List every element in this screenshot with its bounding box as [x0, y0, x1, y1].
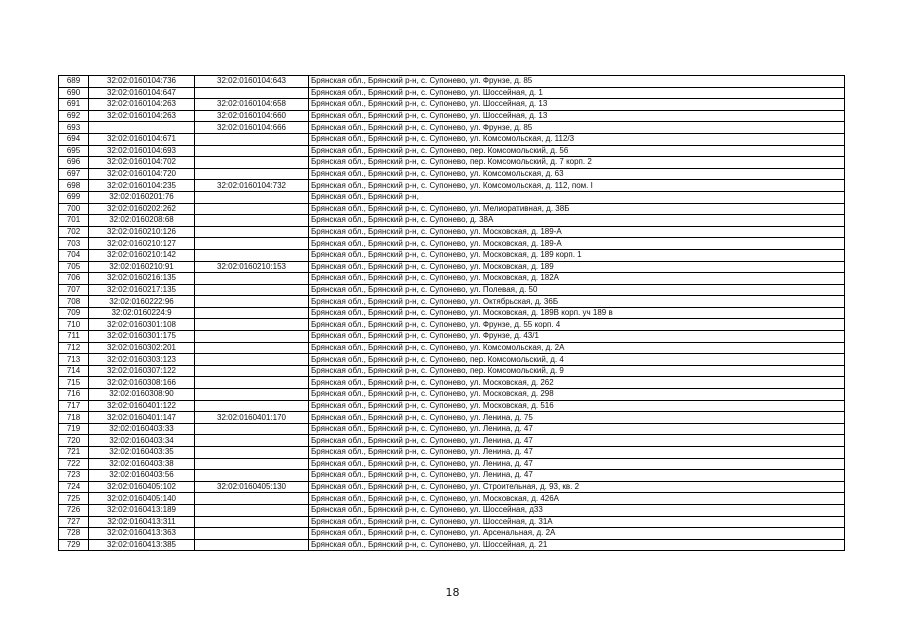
table-row	[59, 354, 845, 366]
cadastral-number-cell: 32:02:0160403:56	[89, 470, 195, 482]
linked-cadastral-number-cell	[195, 504, 309, 516]
table-row	[59, 470, 845, 482]
row-number-cell: 711	[59, 331, 89, 343]
table-row	[59, 215, 845, 227]
table-row	[59, 99, 845, 111]
address-cell: Брянская обл., Брянский р-н, с. Супонево, ул. Шоссейная, д33	[309, 504, 845, 516]
row-number-cell: 712	[59, 342, 89, 354]
row-number-cell: 699	[59, 191, 89, 203]
cadastral-number-cell: 32:02:0160303:123	[89, 354, 195, 366]
cadastral-number-cell: 32:02:0160403:34	[89, 435, 195, 447]
page-number: 18	[445, 586, 460, 599]
table-row	[59, 203, 845, 215]
row-number-cell: 719	[59, 423, 89, 435]
linked-cadastral-number-cell	[195, 249, 309, 261]
address-cell: Брянская обл., Брянский р-н, с. Супонево, ул. Московская, д. 262	[309, 377, 845, 389]
table-row	[59, 481, 845, 493]
cadastral-number-cell: 32:02:0160308:90	[89, 389, 195, 401]
linked-cadastral-number-cell	[195, 296, 309, 308]
address-cell: Брянская обл., Брянский р-н, с. Супонево, ул. Фрунзе, д. 85	[309, 76, 845, 88]
row-number-cell: 705	[59, 261, 89, 273]
table-row	[59, 539, 845, 551]
linked-cadastral-number-cell: 32:02:0160104:732	[195, 180, 309, 192]
table-row	[59, 110, 845, 122]
address-cell: Брянская обл., Брянский р-н, с. Супонево, ул. Шоссейная, д. 13	[309, 110, 845, 122]
address-cell: Брянская обл., Брянский р-н, с. Супонево, ул. Московская, д. 426А	[309, 493, 845, 505]
table-row	[59, 145, 845, 157]
table-row	[59, 261, 845, 273]
linked-cadastral-number-cell: 32:02:0160104:660	[195, 110, 309, 122]
linked-cadastral-number-cell	[195, 133, 309, 145]
linked-cadastral-number-cell	[195, 157, 309, 169]
address-cell: Брянская обл., Брянский р-н, с. Супонево, ул. Арсенальная, д. 2А	[309, 528, 845, 540]
linked-cadastral-number-cell	[195, 470, 309, 482]
row-number-cell: 700	[59, 203, 89, 215]
address-cell: Брянская обл., Брянский р-н, с. Супонево, ул. Фрунзе, д. 55 корп. 4	[309, 319, 845, 331]
address-cell: Брянская обл., Брянский р-н, с. Супонево, ул. Ленина, д. 47	[309, 435, 845, 447]
cadastral-number-cell: 32:02:0160413:363	[89, 528, 195, 540]
cadastral-number-cell: 32:02:0160216:135	[89, 273, 195, 285]
row-number-cell: 718	[59, 412, 89, 424]
address-cell: Брянская обл., Брянский р-н, с. Супонево, ул. Строительная, д. 93, кв. 2	[309, 481, 845, 493]
cadastral-number-cell: 32:02:0160308:166	[89, 377, 195, 389]
table-row	[59, 516, 845, 528]
cadastral-number-cell: 32:02:0160301:175	[89, 331, 195, 343]
table-row	[59, 180, 845, 192]
row-number-cell: 728	[59, 528, 89, 540]
row-number-cell: 696	[59, 157, 89, 169]
row-number-cell: 693	[59, 122, 89, 134]
table-row	[59, 342, 845, 354]
linked-cadastral-number-cell	[195, 215, 309, 227]
cadastral-number-cell: 32:02:0160202:262	[89, 203, 195, 215]
address-cell: Брянская обл., Брянский р-н, с. Супонево, ул. Комсомольская, д. 112/3	[309, 133, 845, 145]
property-registry-table	[58, 75, 845, 551]
address-cell: Брянская обл., Брянский р-н, с. Супонево, ул. Комсомольская, д. 2А	[309, 342, 845, 354]
linked-cadastral-number-cell	[195, 331, 309, 343]
table-row	[59, 168, 845, 180]
row-number-cell: 714	[59, 365, 89, 377]
linked-cadastral-number-cell	[195, 319, 309, 331]
address-cell: Брянская обл., Брянский р-н, с. Супонево, ул. Ленина, д. 47	[309, 458, 845, 470]
linked-cadastral-number-cell	[195, 377, 309, 389]
table-row	[59, 493, 845, 505]
row-number-cell: 727	[59, 516, 89, 528]
address-cell: Брянская обл., Брянский р-н, с. Супонево, пер. Комсомольский, д. 9	[309, 365, 845, 377]
cadastral-number-cell: 32:02:0160104:736	[89, 76, 195, 88]
table-row	[59, 191, 845, 203]
row-number-cell: 724	[59, 481, 89, 493]
linked-cadastral-number-cell	[195, 307, 309, 319]
cadastral-number-cell: 32:02:0160104:647	[89, 87, 195, 99]
table-row	[59, 226, 845, 238]
address-cell: Брянская обл., Брянский р-н, с. Супонево, пер. Комсомольский, д. 56	[309, 145, 845, 157]
linked-cadastral-number-cell	[195, 528, 309, 540]
linked-cadastral-number-cell: 32:02:0160401:170	[195, 412, 309, 424]
row-number-cell: 713	[59, 354, 89, 366]
cadastral-number-cell: 32:02:0160413:311	[89, 516, 195, 528]
cadastral-number-cell: 32:02:0160104:235	[89, 180, 195, 192]
address-cell: Брянская обл., Брянский р-н, с. Супонево, д. 38А	[309, 215, 845, 227]
cadastral-number-cell: 32:02:0160413:189	[89, 504, 195, 516]
cadastral-number-cell: 32:02:0160224:9	[89, 307, 195, 319]
address-cell: Брянская обл., Брянский р-н, с. Супонево, ул. Фрунзе, д. 43/1	[309, 331, 845, 343]
linked-cadastral-number-cell	[195, 539, 309, 551]
table-row	[59, 76, 845, 88]
cadastral-number-cell: 32:02:0160413:385	[89, 539, 195, 551]
row-number-cell: 702	[59, 226, 89, 238]
cadastral-number-cell: 32:02:0160301:108	[89, 319, 195, 331]
row-number-cell: 722	[59, 458, 89, 470]
address-cell: Брянская обл., Брянский р-н, с. Супонево, ул. Ленина, д. 47	[309, 423, 845, 435]
row-number-cell: 690	[59, 87, 89, 99]
table-row	[59, 331, 845, 343]
table-row	[59, 122, 845, 134]
linked-cadastral-number-cell	[195, 354, 309, 366]
address-cell: Брянская обл., Брянский р-н, с. Супонево, ул. Московская, д. 298	[309, 389, 845, 401]
table-row	[59, 133, 845, 145]
row-number-cell: 698	[59, 180, 89, 192]
linked-cadastral-number-cell	[195, 87, 309, 99]
linked-cadastral-number-cell: 32:02:0160104:658	[195, 99, 309, 111]
row-number-cell: 721	[59, 447, 89, 459]
cadastral-number-cell: 32:02:0160405:140	[89, 493, 195, 505]
table-row	[59, 447, 845, 459]
table-row	[59, 458, 845, 470]
table-row	[59, 157, 845, 169]
table-row	[59, 504, 845, 516]
cadastral-number-cell: 32:02:0160201:76	[89, 191, 195, 203]
address-cell: Брянская обл., Брянский р-н,	[309, 191, 845, 203]
table-row	[59, 319, 845, 331]
linked-cadastral-number-cell	[195, 342, 309, 354]
row-number-cell: 707	[59, 284, 89, 296]
cadastral-number-cell: 32:02:0160403:35	[89, 447, 195, 459]
address-cell: Брянская обл., Брянский р-н, с. Супонево, ул. Фрунзе, д. 85	[309, 122, 845, 134]
cadastral-number-cell: 32:02:0160210:142	[89, 249, 195, 261]
linked-cadastral-number-cell	[195, 435, 309, 447]
row-number-cell: 725	[59, 493, 89, 505]
row-number-cell: 695	[59, 145, 89, 157]
row-number-cell: 708	[59, 296, 89, 308]
linked-cadastral-number-cell: 32:02:0160104:643	[195, 76, 309, 88]
address-cell: Брянская обл., Брянский р-н, с. Супонево, ул. Полевая, д. 50	[309, 284, 845, 296]
linked-cadastral-number-cell	[195, 447, 309, 459]
table-row	[59, 423, 845, 435]
address-cell: Брянская обл., Брянский р-н, с. Супонево, ул. Шоссейная, д. 21	[309, 539, 845, 551]
table-row	[59, 307, 845, 319]
registry-table-body	[59, 76, 845, 551]
address-cell: Брянская обл., Брянский р-н, с. Супонево, ул. Московская, д. 516	[309, 400, 845, 412]
linked-cadastral-number-cell	[195, 493, 309, 505]
address-cell: Брянская обл., Брянский р-н, с. Супонево, ул. Ленина, д. 47	[309, 470, 845, 482]
linked-cadastral-number-cell	[195, 365, 309, 377]
address-cell: Брянская обл., Брянский р-н, с. Супонево, ул. Московская, д. 189	[309, 261, 845, 273]
linked-cadastral-number-cell	[195, 423, 309, 435]
address-cell: Брянская обл., Брянский р-н, с. Супонево, ул. Комсомольская, д. 112, пом. I	[309, 180, 845, 192]
row-number-cell: 706	[59, 273, 89, 285]
linked-cadastral-number-cell	[195, 389, 309, 401]
linked-cadastral-number-cell	[195, 284, 309, 296]
table-row	[59, 238, 845, 250]
row-number-cell: 697	[59, 168, 89, 180]
row-number-cell: 703	[59, 238, 89, 250]
row-number-cell: 701	[59, 215, 89, 227]
row-number-cell: 710	[59, 319, 89, 331]
linked-cadastral-number-cell	[195, 191, 309, 203]
row-number-cell: 692	[59, 110, 89, 122]
address-cell: Брянская обл., Брянский р-н, с. Супонево, ул. Московская, д. 189В корп. уч 189 в	[309, 307, 845, 319]
row-number-cell: 704	[59, 249, 89, 261]
linked-cadastral-number-cell	[195, 203, 309, 215]
linked-cadastral-number-cell	[195, 145, 309, 157]
table-row	[59, 365, 845, 377]
cadastral-number-cell: 32:02:0160403:33	[89, 423, 195, 435]
address-cell: Брянская обл., Брянский р-н, с. Супонево, ул. Октябрьская, д. 36Б	[309, 296, 845, 308]
linked-cadastral-number-cell	[195, 168, 309, 180]
address-cell: Брянская обл., Брянский р-н, с. Супонево, ул. Московская, д. 189-А	[309, 238, 845, 250]
cadastral-number-cell: 32:02:0160208:68	[89, 215, 195, 227]
linked-cadastral-number-cell	[195, 238, 309, 250]
row-number-cell: 720	[59, 435, 89, 447]
table-row	[59, 389, 845, 401]
table-row	[59, 87, 845, 99]
row-number-cell: 709	[59, 307, 89, 319]
cadastral-number-cell: 32:02:0160210:91	[89, 261, 195, 273]
row-number-cell: 715	[59, 377, 89, 389]
cadastral-number-cell: 32:02:0160401:122	[89, 400, 195, 412]
row-number-cell: 716	[59, 389, 89, 401]
address-cell: Брянская обл., Брянский р-н, с. Супонево, ул. Комсомольская, д. 63	[309, 168, 845, 180]
address-cell: Брянская обл., Брянский р-н, с. Супонево, ул. Мелиоративная, д. 38Б	[309, 203, 845, 215]
row-number-cell: 694	[59, 133, 89, 145]
row-number-cell: 729	[59, 539, 89, 551]
cadastral-number-cell: 32:02:0160307:122	[89, 365, 195, 377]
cadastral-number-cell: 32:02:0160405:102	[89, 481, 195, 493]
table-row	[59, 273, 845, 285]
linked-cadastral-number-cell	[195, 226, 309, 238]
linked-cadastral-number-cell: 32:02:0160210:153	[195, 261, 309, 273]
table-row	[59, 435, 845, 447]
cadastral-number-cell: 32:02:0160401:147	[89, 412, 195, 424]
cadastral-number-cell: 32:02:0160104:671	[89, 133, 195, 145]
address-cell: Брянская обл., Брянский р-н, с. Супонево, ул. Московская, д. 189-А	[309, 226, 845, 238]
linked-cadastral-number-cell	[195, 516, 309, 528]
cadastral-number-cell	[89, 122, 195, 134]
cadastral-number-cell: 32:02:0160104:702	[89, 157, 195, 169]
table-row	[59, 400, 845, 412]
address-cell: Брянская обл., Брянский р-н, с. Супонево, ул. Шоссейная, д. 31А	[309, 516, 845, 528]
table-row	[59, 249, 845, 261]
cadastral-number-cell: 32:02:0160210:126	[89, 226, 195, 238]
address-cell: Брянская обл., Брянский р-н, с. Супонево, ул. Шоссейная, д. 13	[309, 99, 845, 111]
linked-cadastral-number-cell	[195, 458, 309, 470]
table-row	[59, 412, 845, 424]
table-row	[59, 377, 845, 389]
address-cell: Брянская обл., Брянский р-н, с. Супонево, ул. Шоссейная, д. 1	[309, 87, 845, 99]
row-number-cell: 717	[59, 400, 89, 412]
address-cell: Брянская обл., Брянский р-н, с. Супонево, ул. Московская, д. 182А	[309, 273, 845, 285]
linked-cadastral-number-cell	[195, 273, 309, 285]
row-number-cell: 691	[59, 99, 89, 111]
row-number-cell: 689	[59, 76, 89, 88]
cadastral-number-cell: 32:02:0160217:135	[89, 284, 195, 296]
table-row	[59, 296, 845, 308]
address-cell: Брянская обл., Брянский р-н, с. Супонево, пер. Комсомольский, д. 4	[309, 354, 845, 366]
row-number-cell: 723	[59, 470, 89, 482]
cadastral-number-cell: 32:02:0160222:96	[89, 296, 195, 308]
row-number-cell: 726	[59, 504, 89, 516]
table-row	[59, 284, 845, 296]
address-cell: Брянская обл., Брянский р-н, с. Супонево, ул. Московская, д. 189 корп. 1	[309, 249, 845, 261]
cadastral-number-cell: 32:02:0160210:127	[89, 238, 195, 250]
table-row	[59, 528, 845, 540]
cadastral-number-cell: 32:02:0160104:720	[89, 168, 195, 180]
cadastral-number-cell: 32:02:0160104:263	[89, 110, 195, 122]
cadastral-number-cell: 32:02:0160403:38	[89, 458, 195, 470]
linked-cadastral-number-cell: 32:02:0160104:666	[195, 122, 309, 134]
cadastral-number-cell: 32:02:0160104:693	[89, 145, 195, 157]
linked-cadastral-number-cell	[195, 400, 309, 412]
linked-cadastral-number-cell: 32:02:0160405:130	[195, 481, 309, 493]
address-cell: Брянская обл., Брянский р-н, с. Супонево, пер. Комсомольский, д. 7 корп. 2	[309, 157, 845, 169]
cadastral-number-cell: 32:02:0160302:201	[89, 342, 195, 354]
address-cell: Брянская обл., Брянский р-н, с. Супонево, ул. Ленина, д. 47	[309, 447, 845, 459]
cadastral-number-cell: 32:02:0160104:263	[89, 99, 195, 111]
address-cell: Брянская обл., Брянский р-н, с. Супонево, ул. Ленина, д. 75	[309, 412, 845, 424]
